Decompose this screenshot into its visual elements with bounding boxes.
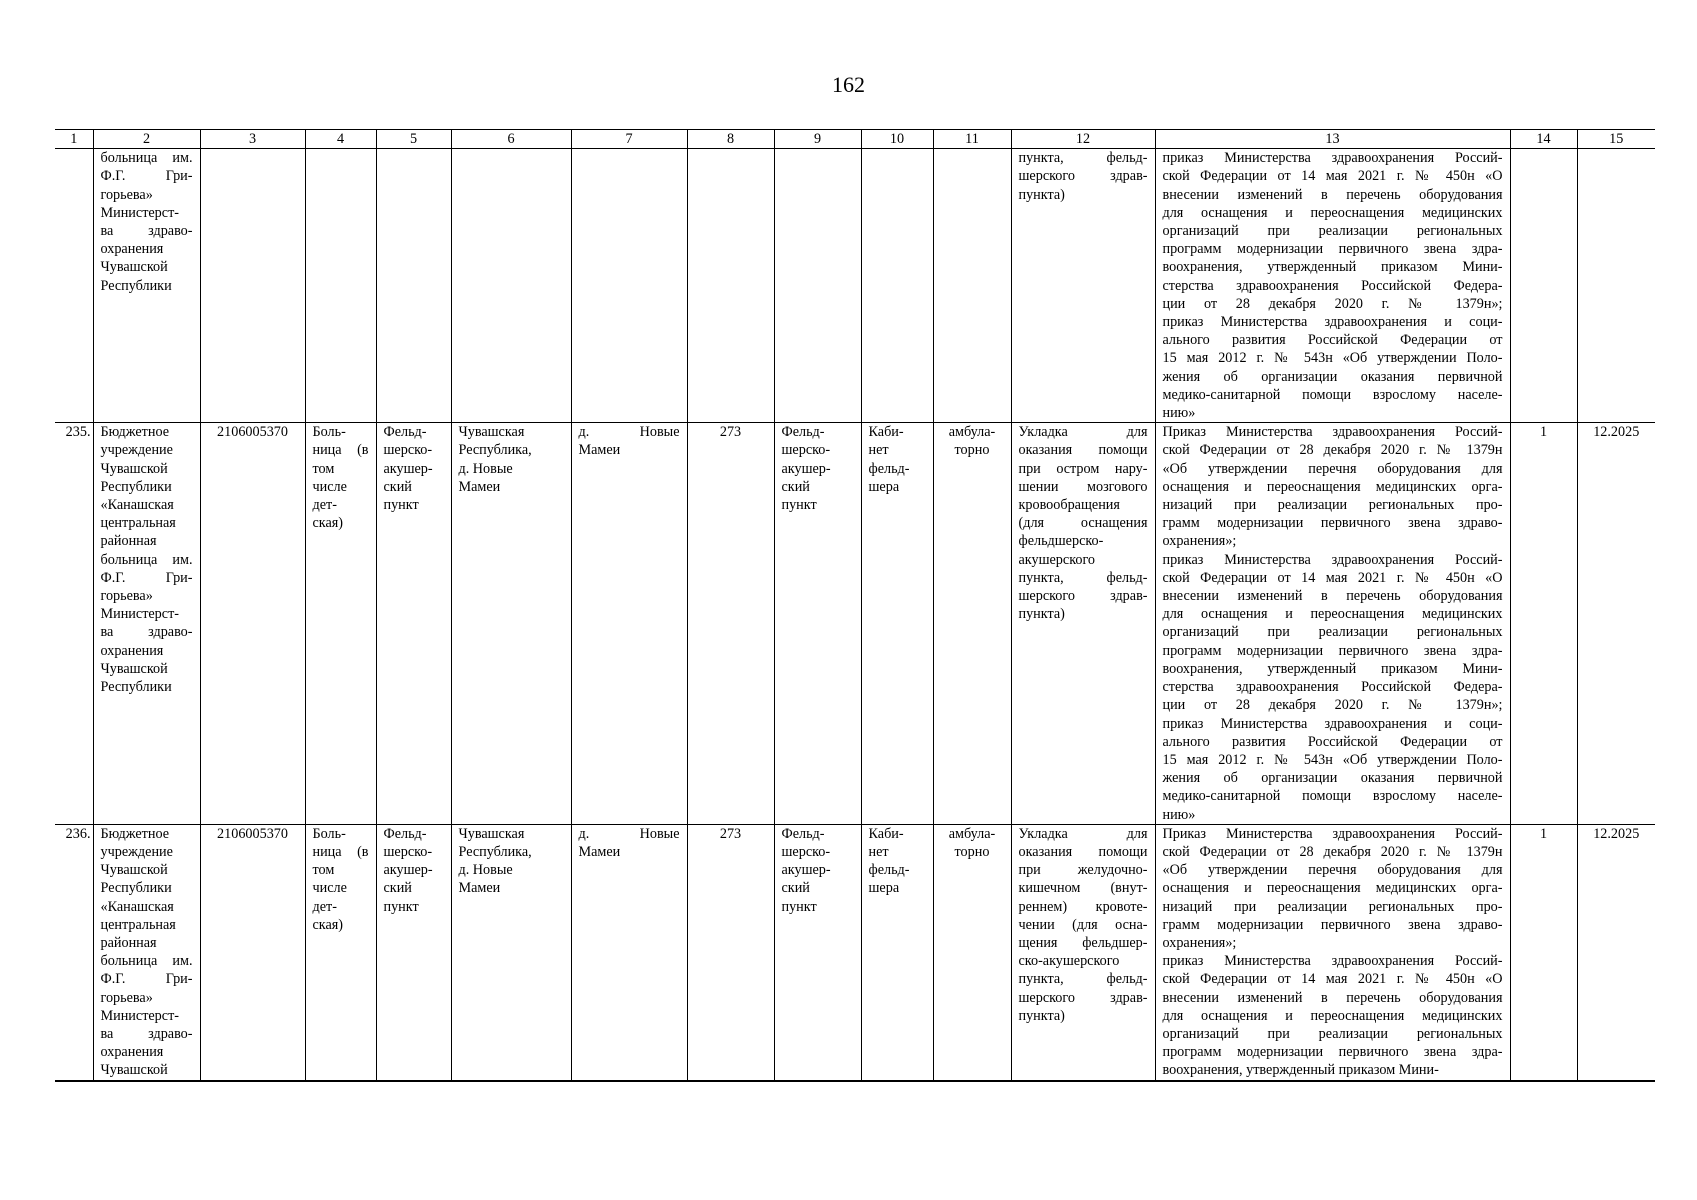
cell-code: 273 — [687, 423, 774, 824]
cell-quantity: 1 — [1510, 423, 1577, 824]
cell-unit: Фельд- шерско- акушер- ский пункт — [774, 824, 861, 1080]
cell-inn: 2106005370 — [200, 423, 305, 824]
cell-conditions: амбула- торно — [933, 824, 1011, 1080]
column-number-header: 4 — [305, 130, 376, 149]
cell-org-type: Боль- ница (в том числе дет- ская) — [305, 824, 376, 1080]
cell-quantity: 1 — [1510, 824, 1577, 1080]
column-number-header: 15 — [1577, 130, 1655, 149]
cell-unit-type: Фельд- шерско- акушер- ский пункт — [376, 824, 451, 1080]
column-number-header: 9 — [774, 130, 861, 149]
cell-code — [687, 149, 774, 423]
cell-equipment: Укладка для оказания помощи при желудочно- кишечном (внут- реннем) кровоте- чении (для осна- щения фельдшер- ско-акушерского пункта, фельд- шерского здрав- пункта) — [1011, 824, 1155, 1080]
cell-unit-type — [376, 149, 451, 423]
equipment-table — [55, 129, 1655, 1082]
column-number-header: 5 — [376, 130, 451, 149]
column-number-header: 12 — [1011, 130, 1155, 149]
table-row-236 — [55, 824, 1655, 1080]
column-number-header: 14 — [1510, 130, 1577, 149]
cell-quantity — [1510, 149, 1577, 423]
cell-unit — [774, 149, 861, 423]
cell-equipment: Укладка для оказания помощи при остром нару- шении мозгового кровообращения (для оснащения фельдшерско- акушерского пункта, фельд- шерского здрав- пункта) — [1011, 423, 1155, 824]
cell-date: 12.2025 — [1577, 423, 1655, 824]
column-number-header: 8 — [687, 130, 774, 149]
cell-room: Каби- нет фельд- шера — [861, 423, 933, 824]
cell-unit-type: Фельд- шерско- акушер- ский пункт — [376, 423, 451, 824]
column-number-header-row — [55, 130, 1655, 149]
cell-organization: Бюджетное учреждение Чувашской Республики «Канашская центральная районная больница им. Ф.Г. Гри- горьева» Министерст- ва здраво- охранения Чувашской Республики — [93, 423, 200, 824]
cell-number: 235. — [55, 423, 93, 824]
cell-address — [451, 149, 571, 423]
cell-equipment: пункта, фельд- шерского здрав- пункта) — [1011, 149, 1155, 423]
cell-number: 236. — [55, 824, 93, 1080]
cell-conditions — [933, 149, 1011, 423]
table-row-continued — [55, 149, 1655, 423]
cell-address: Чувашская Республика, д. Новые Мамеи — [451, 824, 571, 1080]
cell-room: Каби- нет фельд- шера — [861, 824, 933, 1080]
column-number-header: 3 — [200, 130, 305, 149]
cell-date — [1577, 149, 1655, 423]
cell-org-type: Боль- ница (в том числе дет- ская) — [305, 423, 376, 824]
cell-regulations: приказ Министерства здравоохранения Россий- ской Федерации от 14 мая 2021 г. № 450н «О внесении изменений в перечень оборудования для оснащения и переоснащения медицинских организаций при реализации региональных программ модернизации первичного звена здра- воохранения, утвержденный приказом Мини- стерства здравоохранения Российской Федера- ции от 28 декабря 2020 г. № 1379н»; приказ Министерства здравоохранения и соци- ального развития Российской Федерации от 15 мая 2012 г. № 543н «Об утверждении Поло- жения об организации оказания первичной медико-санитарной помощи взрослому населе- нию» — [1155, 149, 1510, 423]
cell-conditions: амбула- торно — [933, 423, 1011, 824]
cell-room — [861, 149, 933, 423]
cell-date: 12.2025 — [1577, 824, 1655, 1080]
table-row-235 — [55, 423, 1655, 824]
cell-organization: больница им. Ф.Г. Гри- горьева» Министерст- ва здраво- охранения Чувашской Республики — [93, 149, 200, 423]
cell-regulations: Приказ Министерства здравоохранения Россий- ской Федерации от 28 декабря 2020 г. № 1379н «Об утверждении перечня оборудования для оснащения и переоснащения медицинских орга- низаций при реализации региональных про- грамм модернизации первичного звена здраво- охранения»; приказ Министерства здравоохранения Россий- ской Федерации от 14 мая 2021 г. № 450н «О внесении изменений в перечень оборудования для оснащения и переоснащения медицинских организаций при реализации региональных программ модернизации первичного звена здра- воохранения, утвержденный приказом Мини- — [1155, 824, 1510, 1080]
cell-locality: д. Новые Мамеи — [571, 423, 687, 824]
cell-number — [55, 149, 93, 423]
cell-org-type — [305, 149, 376, 423]
column-number-header: 10 — [861, 130, 933, 149]
page-number: 162 — [832, 72, 865, 97]
column-number-header: 7 — [571, 130, 687, 149]
column-number-header: 2 — [93, 130, 200, 149]
cell-locality: д. Новые Мамеи — [571, 824, 687, 1080]
cell-locality — [571, 149, 687, 423]
column-number-header: 6 — [451, 130, 571, 149]
column-number-header: 11 — [933, 130, 1011, 149]
cell-organization: Бюджетное учреждение Чувашской Республики «Канашская центральная районная больница им. Ф.Г. Гри- горьева» Министерст- ва здраво- охранения Чувашской — [93, 824, 200, 1080]
cell-inn — [200, 149, 305, 423]
cell-address: Чувашская Республика, д. Новые Мамеи — [451, 423, 571, 824]
cell-regulations: Приказ Министерства здравоохранения Россий- ской Федерации от 28 декабря 2020 г. № 1379н «Об утверждении перечня оборудования для оснащения и переоснащения медицинских орга- низаций при реализации региональных про- грамм модернизации первичного звена здраво- охранения»; приказ Министерства здравоохранения Россий- ской Федерации от 14 мая 2021 г. № 450н «О внесении изменений в перечень оборудования для оснащения и переоснащения медицинских организаций при реализации региональных программ модернизации первичного звена здра- воохранения, утвержденный приказом Мини- стерства здравоохранения Российской Федера- ции от 28 декабря 2020 г. № 1379н»; приказ Министерства здравоохранения и соци- ального развития Российской Федерации от 15 мая 2012 г. № 543н «Об утверждении Поло- жения об организации оказания первичной медико-санитарной помощи взрослому населе- нию» — [1155, 423, 1510, 824]
column-number-header: 1 — [55, 130, 93, 149]
cell-code: 273 — [687, 824, 774, 1080]
column-number-header: 13 — [1155, 130, 1510, 149]
cell-unit: Фельд- шерско- акушер- ский пункт — [774, 423, 861, 824]
cell-inn: 2106005370 — [200, 824, 305, 1080]
